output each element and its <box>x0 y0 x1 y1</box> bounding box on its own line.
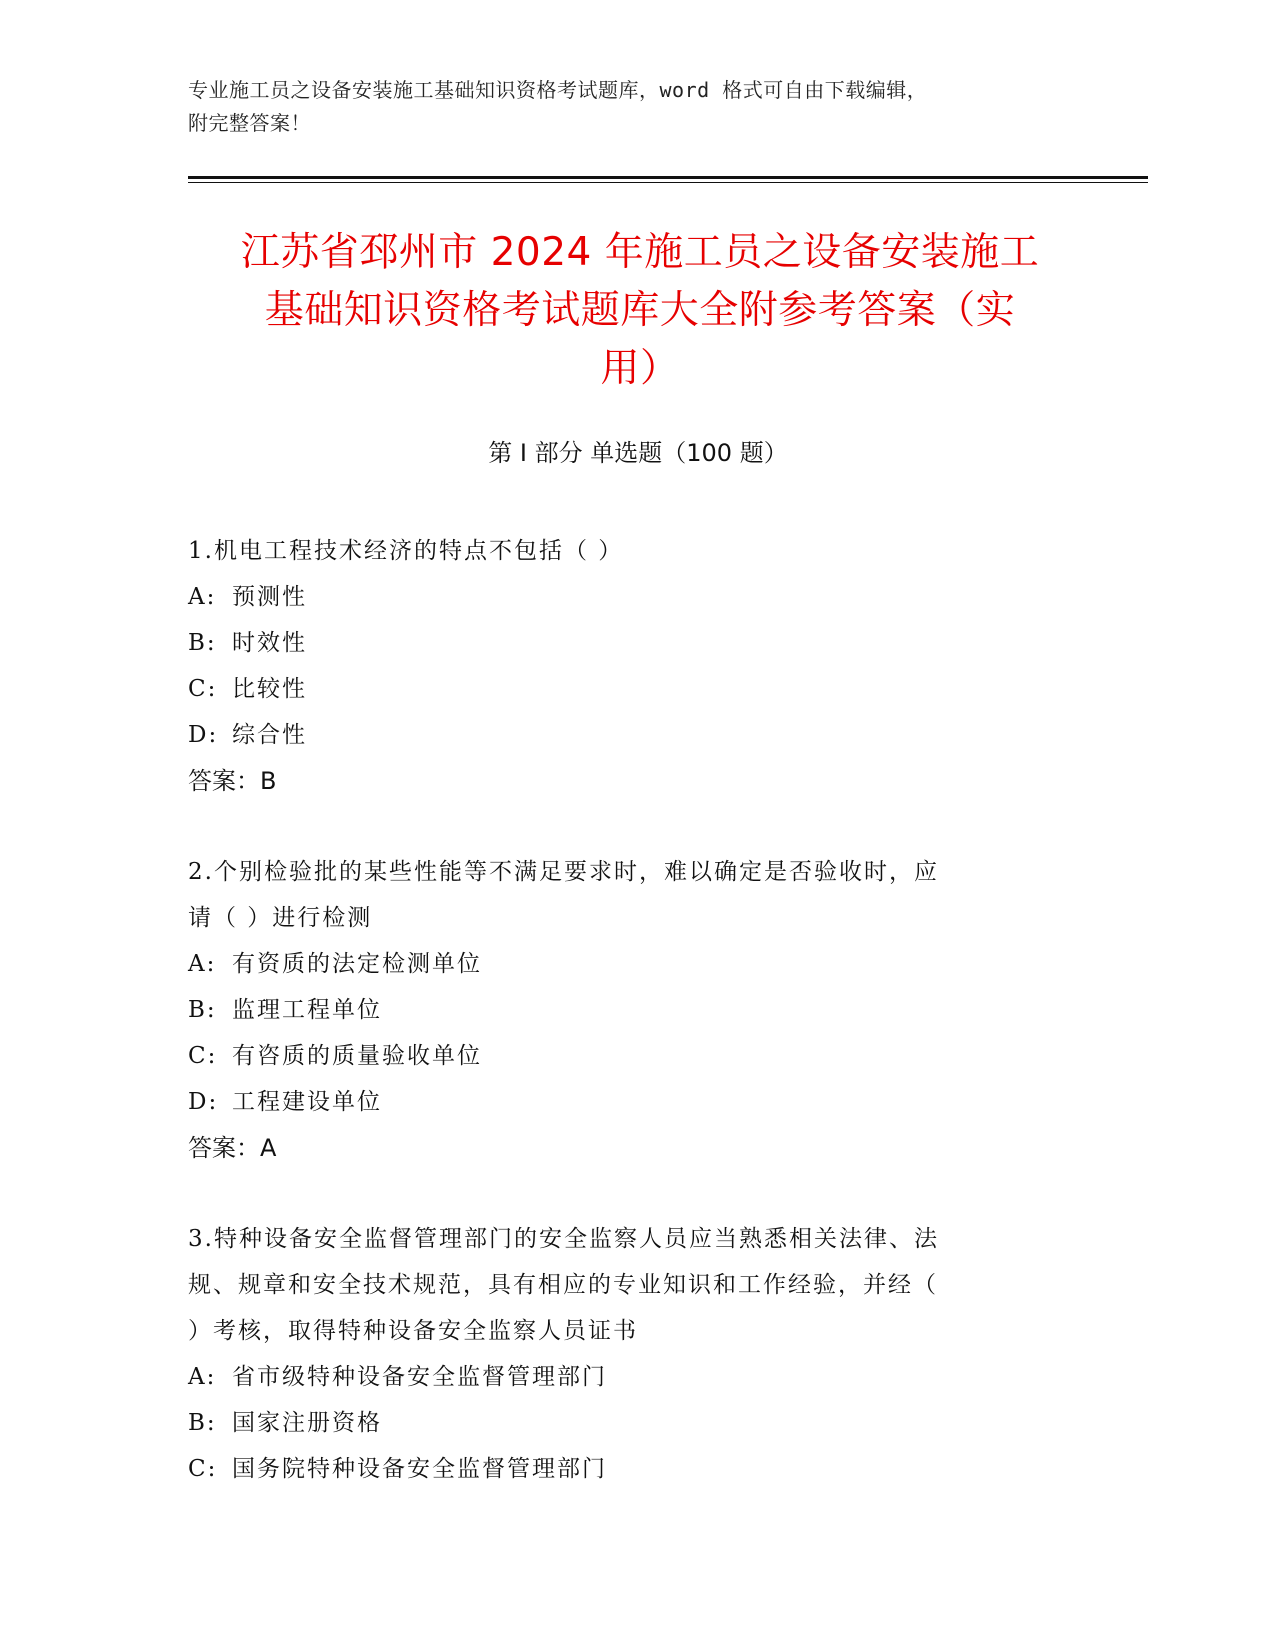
document-title-line-1: 江苏省邳州市 2024 年施工员之设备安装施工 <box>240 230 1040 275</box>
option-text: 预测性 <box>232 584 307 610</box>
question-answer: 答案：A <box>188 1134 277 1162</box>
option-key: C: <box>188 1456 218 1482</box>
option-key: A: <box>188 584 217 610</box>
question-item <box>188 849 1068 1171</box>
option-key: B: <box>188 997 217 1023</box>
question-stem-line: 3.特种设备安全监督管理部门的安全监察人员应当熟悉相关法律、法 <box>188 1226 939 1252</box>
question-option <box>188 1446 1068 1492</box>
question-option <box>188 666 1068 712</box>
option-key: A: <box>188 1364 217 1390</box>
header-note-line-1: 专业施工员之设备安装施工基础知识资格考试题库，word 格式可自由下载编辑， <box>188 78 928 102</box>
option-key: C: <box>188 676 218 702</box>
option-text: 国务院特种设备安全监督管理部门 <box>232 1456 607 1482</box>
question-option <box>188 941 1068 987</box>
header-divider-thin <box>188 182 1148 183</box>
option-text: 比较性 <box>232 676 307 702</box>
question-option <box>188 1354 1068 1400</box>
document-title-line-2: 基础知识资格考试题库大全附参考答案（实 <box>264 288 1016 333</box>
question-option <box>188 1079 1068 1125</box>
option-text: 有咨质的质量验收单位 <box>232 1043 482 1069</box>
question-answer: 答案：B <box>188 767 277 795</box>
question-option <box>188 712 1068 758</box>
option-key: C: <box>188 1043 218 1069</box>
option-text: 监理工程单位 <box>232 997 382 1023</box>
question-stem-line: 请（ ）进行检测 <box>188 905 373 931</box>
question-option <box>188 987 1068 1033</box>
question-option <box>188 620 1068 666</box>
question-option <box>188 1033 1068 1079</box>
section-heading: 第 I 部分 单选题（100 题） <box>488 439 788 467</box>
option-text: 国家注册资格 <box>232 1410 382 1436</box>
option-key: D: <box>188 1089 219 1115</box>
header-note <box>188 74 1068 140</box>
option-key: D: <box>188 722 219 748</box>
document-title-line-3: 用） <box>600 346 680 391</box>
option-text: 时效性 <box>232 630 307 656</box>
option-key: B: <box>188 1410 217 1436</box>
question-list <box>188 528 1068 1537</box>
option-text: 有资质的法定检测单位 <box>232 951 482 977</box>
question-item <box>188 528 1068 804</box>
question-stem-line: 1.机电工程技术经济的特点不包括（ ） <box>188 538 624 564</box>
question-stem-line: 规、规章和安全技术规范，具有相应的专业知识和工作经验，并经（ <box>188 1272 938 1298</box>
option-text: 省市级特种设备安全监督管理部门 <box>232 1364 607 1390</box>
question-option <box>188 574 1068 620</box>
question-item <box>188 1216 1068 1492</box>
option-key: B: <box>188 630 217 656</box>
header-note-line-2: 附完整答案！ <box>188 111 311 135</box>
document-title <box>150 224 1130 398</box>
question-stem-line: ）考核，取得特种设备安全监察人员证书 <box>188 1318 638 1344</box>
option-text: 综合性 <box>232 722 307 748</box>
header-divider-thick <box>188 176 1148 179</box>
option-key: A: <box>188 951 217 977</box>
option-text: 工程建设单位 <box>232 1089 382 1115</box>
question-option <box>188 1400 1068 1446</box>
question-stem-line: 2.个别检验批的某些性能等不满足要求时，难以确定是否验收时，应 <box>188 859 939 885</box>
